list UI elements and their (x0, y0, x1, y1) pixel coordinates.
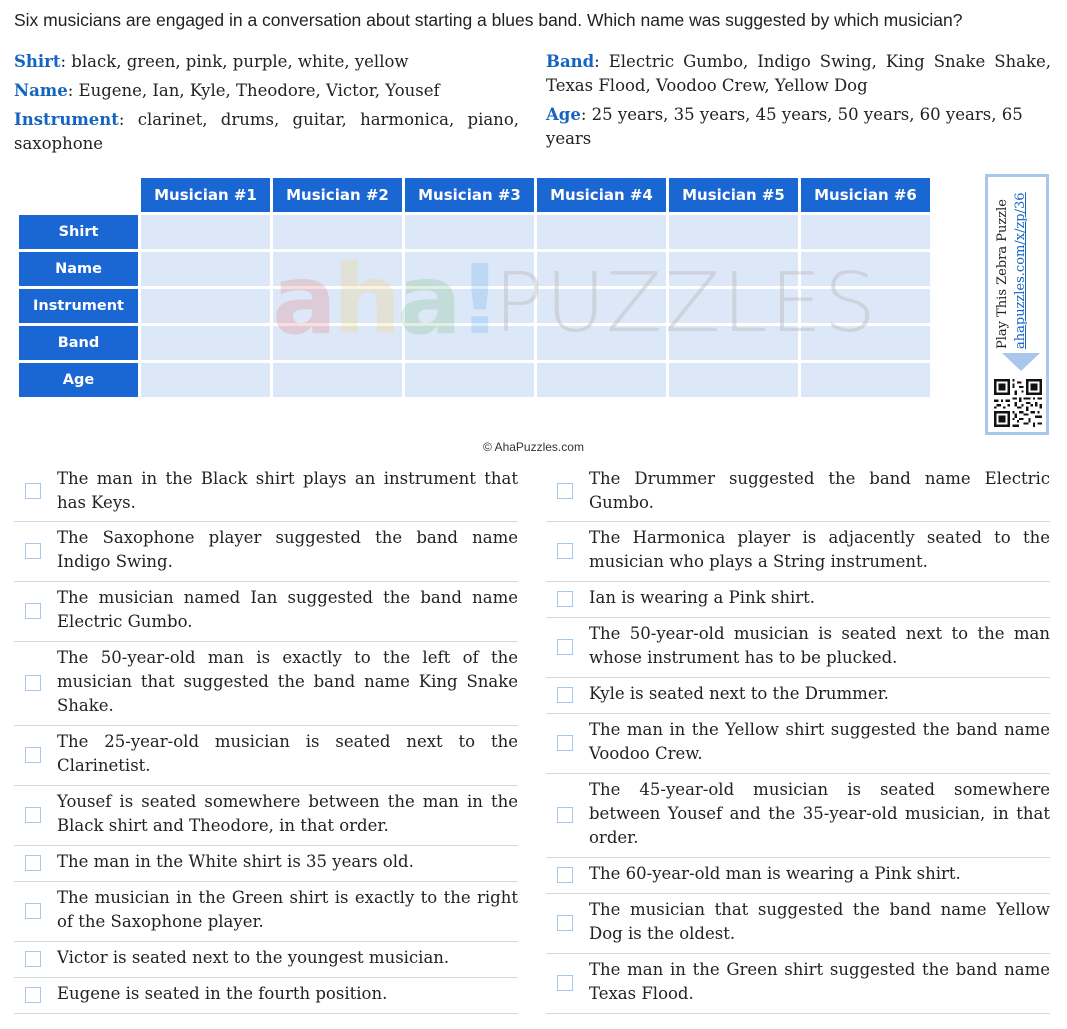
grid-cell[interactable] (537, 289, 666, 323)
clue-checkbox[interactable] (557, 483, 573, 499)
clue-text: Ian is wearing a Pink shirt. (589, 588, 816, 607)
grid-cell[interactable] (273, 215, 402, 249)
grid-cell[interactable] (141, 252, 270, 286)
grid-cell[interactable] (801, 215, 930, 249)
clue-item[interactable] (546, 522, 1050, 582)
grid-row-header: Instrument (19, 289, 138, 323)
clue-checkbox[interactable] (557, 639, 573, 655)
clue-text: The musician in the Green shirt is exactly to the right of the Saxophone player. (57, 888, 518, 931)
grid-cell[interactable] (273, 326, 402, 360)
play-online-panel[interactable] (985, 174, 1049, 435)
qr-code-icon[interactable] (994, 379, 1042, 427)
grid-cell[interactable] (273, 289, 402, 323)
clue-text: The musician that suggested the band name Yellow Dog is the oldest. (589, 900, 1050, 943)
grid-cell[interactable] (141, 289, 270, 323)
clue-text: The 50-year-old man is exactly to the left of the musician that suggested the band name King Snake Shake. (57, 648, 518, 715)
category-values: : Electric Gumbo, Indigo Swing, King Snake Shake, Texas Flood, Voodoo Crew, Yellow Dog (546, 52, 1051, 95)
arrow-down-icon (1002, 353, 1040, 371)
clue-checkbox[interactable] (25, 675, 41, 691)
clue-checkbox[interactable] (25, 483, 41, 499)
clue-text: The man in the Green shirt suggested the band name Texas Flood. (589, 960, 1050, 1003)
grid-cell[interactable] (141, 363, 270, 397)
clue-item[interactable] (546, 618, 1050, 678)
category-instrument (14, 108, 519, 156)
clue-item[interactable] (14, 726, 518, 786)
clue-text: The 60-year-old man is wearing a Pink shirt. (589, 864, 961, 883)
copyright: © AhaPuzzles.com (483, 440, 584, 454)
clue-text: The 50-year-old musician is seated next to the man whose instrument has to be plucked. (589, 624, 1050, 667)
clue-text: The man in the Yellow shirt suggested the band name Voodoo Crew. (589, 720, 1050, 763)
clue-text: Yousef is seated somewhere between the man in the Black shirt and Theodore, in that order. (57, 792, 518, 835)
puzzle-title: Six musicians are engaged in a conversation about starting a blues band. Which name was suggested by which musician? (14, 10, 963, 30)
clue-list-right (546, 463, 1050, 1014)
grid-cell[interactable] (669, 215, 798, 249)
clue-checkbox[interactable] (557, 867, 573, 883)
clue-item[interactable] (14, 786, 518, 846)
clue-checkbox[interactable] (557, 687, 573, 703)
clue-text: The man in the Black shirt plays an instrument that has Keys. (57, 468, 518, 512)
grid-cell[interactable] (405, 326, 534, 360)
clue-checkbox[interactable] (25, 807, 41, 823)
clue-text: The Harmonica player is adjacently seated to the musician who plays a String instrument. (589, 528, 1050, 571)
category-label: Age (546, 105, 581, 124)
grid-cell[interactable] (801, 363, 930, 397)
clue-item[interactable] (14, 882, 518, 942)
grid-cell[interactable] (537, 215, 666, 249)
grid-cell[interactable] (537, 363, 666, 397)
grid-cell[interactable] (669, 289, 798, 323)
grid-cell[interactable] (273, 252, 402, 286)
clue-text: The Drummer suggested the band name Electric Gumbo. (589, 468, 1050, 512)
clue-checkbox[interactable] (557, 807, 573, 823)
clue-text: The man in the White shirt is 35 years old. (57, 852, 414, 871)
clue-checkbox[interactable] (25, 903, 41, 919)
puzzle-link[interactable]: ahapuzzles.com/x/zp/36 (1013, 192, 1028, 349)
category-label: Name (14, 81, 68, 100)
clue-item[interactable] (14, 582, 518, 642)
clue-text: Kyle is seated next to the Drummer. (589, 684, 889, 703)
play-online-text (994, 179, 1030, 349)
grid-column-header: Musician #5 (669, 178, 798, 212)
grid-column-header: Musician #2 (273, 178, 402, 212)
grid-corner (19, 178, 138, 212)
clue-item[interactable] (546, 954, 1050, 1014)
grid-cell[interactable] (669, 252, 798, 286)
grid-cell[interactable] (405, 363, 534, 397)
grid-row-header: Shirt (19, 215, 138, 249)
grid-cell[interactable] (405, 289, 534, 323)
clue-item[interactable] (546, 894, 1050, 954)
clue-item[interactable] (546, 582, 1050, 618)
category-label: Shirt (14, 52, 61, 71)
grid-cell[interactable] (537, 252, 666, 286)
category-label: Instrument (14, 110, 119, 129)
clue-checkbox[interactable] (557, 915, 573, 931)
grid-cell[interactable] (801, 326, 930, 360)
clue-text: The musician named Ian suggested the band name Electric Gumbo. (57, 588, 518, 631)
clue-text: Victor is seated next to the youngest musician. (57, 948, 450, 967)
category-shirt (14, 50, 519, 74)
clue-item[interactable] (14, 463, 518, 522)
grid-cell[interactable] (669, 326, 798, 360)
clue-text: The Saxophone player suggested the band name Indigo Swing. (57, 528, 518, 571)
grid-row-header: Band (19, 326, 138, 360)
clue-checkbox[interactable] (25, 951, 41, 967)
grid-cell[interactable] (669, 363, 798, 397)
clue-checkbox[interactable] (25, 987, 41, 1003)
grid-cell[interactable] (273, 363, 402, 397)
category-values: : Eugene, Ian, Kyle, Theodore, Victor, Yousef (67, 81, 440, 100)
puzzle-grid (16, 175, 933, 400)
play-label: Play This Zebra Puzzle (995, 199, 1010, 349)
clue-item[interactable] (14, 846, 518, 882)
clue-item[interactable] (546, 714, 1050, 774)
category-band (546, 50, 1051, 98)
grid-row-header: Age (19, 363, 138, 397)
grid-column-header: Musician #6 (801, 178, 930, 212)
category-values: : 25 years, 35 years, 45 years, 50 years, 60 years, 65 years (546, 105, 1023, 148)
clue-checkbox[interactable] (25, 603, 41, 619)
clue-item[interactable] (14, 522, 518, 582)
clue-text: The 25-year-old musician is seated next to the Clarinetist. (57, 732, 518, 775)
clue-checkbox[interactable] (25, 747, 41, 763)
grid-column-header: Musician #4 (537, 178, 666, 212)
watermark-puzzles: PUZZLES (494, 256, 878, 351)
clue-text: The 45-year-old musician is seated somewhere between Yousef and the 35-year-old musician, in that order. (589, 780, 1050, 847)
grid-cell[interactable] (141, 326, 270, 360)
clue-item[interactable] (14, 978, 518, 1014)
category-label: Band (546, 52, 595, 71)
clue-item[interactable] (546, 774, 1050, 858)
clue-checkbox[interactable] (25, 543, 41, 559)
clue-checkbox[interactable] (25, 855, 41, 871)
clue-list-left (14, 463, 518, 1014)
grid-cell[interactable] (801, 252, 930, 286)
clue-checkbox[interactable] (557, 735, 573, 751)
clue-item[interactable] (14, 942, 518, 978)
category-values: : clarinet, drums, guitar, harmonica, piano, saxophone (14, 110, 519, 153)
grid-cell[interactable] (405, 215, 534, 249)
grid-cell[interactable] (801, 289, 930, 323)
grid-cell[interactable] (141, 215, 270, 249)
category-values: : black, green, pink, purple, white, yellow (60, 52, 409, 71)
clue-item[interactable] (546, 678, 1050, 714)
clue-item[interactable] (546, 858, 1050, 894)
clue-checkbox[interactable] (557, 975, 573, 991)
grid-column-header: Musician #1 (141, 178, 270, 212)
clue-checkbox[interactable] (557, 591, 573, 607)
clue-checkbox[interactable] (557, 543, 573, 559)
grid-cell[interactable] (537, 326, 666, 360)
grid-row-header: Name (19, 252, 138, 286)
clue-text: Eugene is seated in the fourth position. (57, 984, 388, 1003)
clue-item[interactable] (14, 642, 518, 726)
grid-column-header: Musician #3 (405, 178, 534, 212)
category-name (14, 79, 519, 103)
clue-item[interactable] (546, 463, 1050, 522)
category-age (546, 103, 1051, 151)
grid-cell[interactable] (405, 252, 534, 286)
